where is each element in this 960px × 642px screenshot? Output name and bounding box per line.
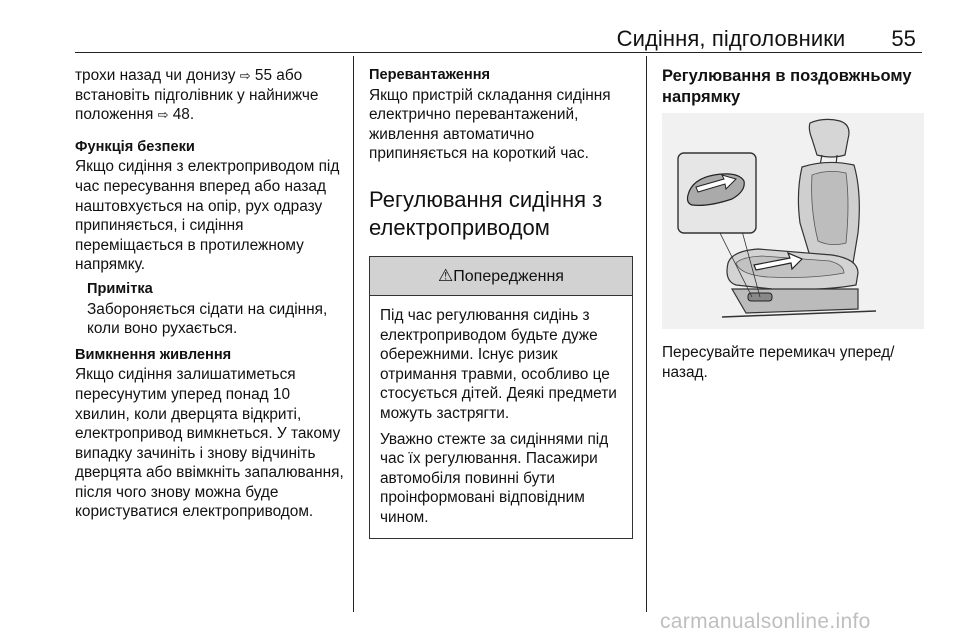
warning-title: Попередження: [453, 267, 564, 285]
page-header: [0, 26, 916, 52]
page-ref-link[interactable]: 55: [254, 67, 273, 84]
intro-paragraph: трохи назад чи донизу ⇨ 55 або встановіть підголівник у найнижче положення ⇨ 48.: [75, 67, 319, 124]
overload-text: Якщо пристрій складання сидіння електрично перевантажений, живлення автоматично припиняється на короткий час.: [369, 86, 611, 163]
note-text: Забороняється сідати на сидіння, коли воно рухається.: [87, 300, 328, 338]
column-divider-2: [646, 56, 647, 612]
section-title: Регулювання сидіння з електроприводом: [369, 186, 603, 240]
page-ref-link[interactable]: 48: [172, 106, 190, 124]
column-divider-1: [353, 56, 354, 612]
header-rule: [75, 52, 922, 53]
warning-title-bar: [370, 257, 632, 296]
safety-heading: Функція безпеки: [75, 138, 195, 155]
page-ref-arrow-icon: ⇨: [157, 107, 169, 123]
power-text: Якщо сидіння залишатиметься пересунутим уперед понад 10 хвилин, коли дверцята відкриті, електропривод вимкнеться. У такому випадку зачиніть і знову відчиніть дверцята або ввімкніть запалювання, після чого знову можна буде користуватися електроприводом.: [75, 366, 344, 521]
warning-paragraph-1: Під час регулювання сидінь з електроприводом будьте дуже обережними. Існує ризик отримання травми, особливо це стосується дітей. Деякі предмети можуть застрягти.: [380, 306, 617, 422]
page-ref-arrow-icon: ⇨: [239, 68, 251, 83]
page-number: 55: [891, 26, 916, 51]
note-block: [75, 280, 345, 339]
safety-text: Якщо сидіння з електроприводом під час пересування вперед або назад наштовхується на опір, рух одразу припиняється, і сидіння переміщається в протилежному напрямку.: [75, 158, 340, 274]
longitudinal-heading: Регулювання в поздовжньому напрямку: [662, 67, 912, 106]
warning-box: [369, 256, 633, 539]
column-2: [369, 66, 635, 539]
warning-body: [370, 296, 632, 538]
header-title: Сидіння, підголовники: [616, 26, 846, 51]
seat-switch-illustration: [662, 113, 924, 329]
illustration-caption: Пересувайте перемикач уперед/ назад.: [662, 344, 895, 381]
column-3: [662, 66, 924, 108]
power-heading: Вимкнення живлення: [75, 346, 232, 363]
note-heading: Примітка: [87, 280, 153, 297]
overload-heading: Перевантаження: [369, 67, 491, 83]
warning-paragraph-2: Уважно стежте за сидіннями під час їх регулювання. Пасажири автомобіля повинні бути проінформовані відповідним чином.: [380, 430, 609, 526]
watermark: carmanualsonline.info: [660, 610, 871, 633]
column-1: [75, 66, 345, 522]
warning-icon: ⚠: [438, 265, 454, 285]
